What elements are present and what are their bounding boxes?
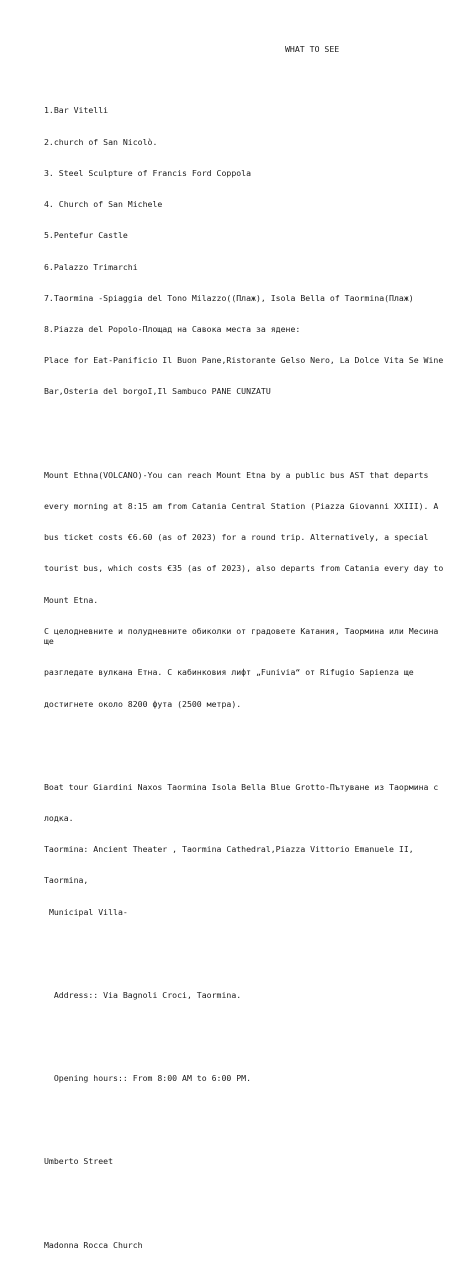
list-item: Place for Eat-Panificio Il Buon Pane,Ristorante Gelso Nero, La Dolce Vita Se Wine	[44, 355, 444, 366]
paragraph-spacer	[44, 1198, 444, 1208]
etna-line: tourist bus, which costs €35 (as of 2023), also departs from Catania every day to	[44, 563, 444, 574]
boat-line: лодка.	[44, 813, 74, 824]
list-item: 8.Piazza del Popolo-Площад на Савока места за ядене:	[44, 323, 301, 334]
hours-line: Opening hours:: From 8:00 AM to 6:00 PM.	[44, 1073, 252, 1084]
address-line: Address:: Via Bagnoli Croci, Taormina.	[44, 989, 242, 1000]
boat-line: Boat tour Giardini Naxos Taormina Isola Bella Blue Grotto-Пътуване из Таормина с	[44, 781, 439, 792]
etna-line: Mount Ethna(VOLCANO)-You can reach Mount Etna by a public bus AST that departs	[44, 469, 429, 480]
list-item: 5.Pentefur Castle	[44, 230, 128, 241]
paragraph-spacer	[44, 1115, 444, 1125]
list-item: 1.Bar Vitelli	[44, 105, 109, 116]
paragraph-spacer	[44, 1032, 444, 1042]
paragraph-spacer	[44, 948, 444, 958]
etna-line: разгледате вулкана Етна. С кабинковия лифт „Funivia“ от Rifugio Sapienza ще	[44, 667, 414, 678]
list-item: 6.Palazzo Trimarchi	[44, 261, 138, 272]
boat-line: Taormina,	[44, 875, 89, 886]
boat-line: Taormina: Ancient Theater , Taormina Cathedral,Piazza Vittorio Emanuele II,	[44, 844, 414, 855]
page-title: WHAT TO SEE	[285, 44, 340, 54]
list-item: 2.church of San Nicolò.	[44, 136, 158, 147]
list-item: Bar,Osteria del borgoI,Il Sambuco PANE CUNZATU	[44, 386, 271, 397]
street-line: Umberto Street	[44, 1156, 114, 1167]
list-item: 7.Taormina -Spiaggia del Tono Milazzo((Плаж), Isola Bella of Taormina(Плаж)	[44, 292, 414, 303]
list-item: 4. Church of San Michele	[44, 199, 163, 210]
boat-line: Municipal Villa-	[44, 906, 128, 917]
paragraph-spacer	[44, 428, 444, 438]
document-body	[44, 43, 444, 1264]
etna-line: достигнете около 8200 фута (2500 метра).	[44, 698, 242, 709]
paragraph-spacer	[44, 740, 444, 750]
etna-line: С целодневните и полудневните обиколки от градовете Катания, Таормина или Месина ще	[44, 625, 444, 647]
etna-line: every morning at 8:15 am from Catania Central Station (Piazza Giovanni XXIII). A	[44, 500, 439, 511]
list-item: 3. Steel Sculpture of Francis Ford Coppola	[44, 167, 252, 178]
title-spacer	[44, 64, 444, 74]
church-line: Madonna Rocca Church	[44, 1239, 143, 1250]
etna-line: Mount Etna.	[44, 594, 99, 605]
etna-line: bus ticket costs €6.60 (as of 2023) for a round trip. Alternatively, a special	[44, 532, 429, 543]
